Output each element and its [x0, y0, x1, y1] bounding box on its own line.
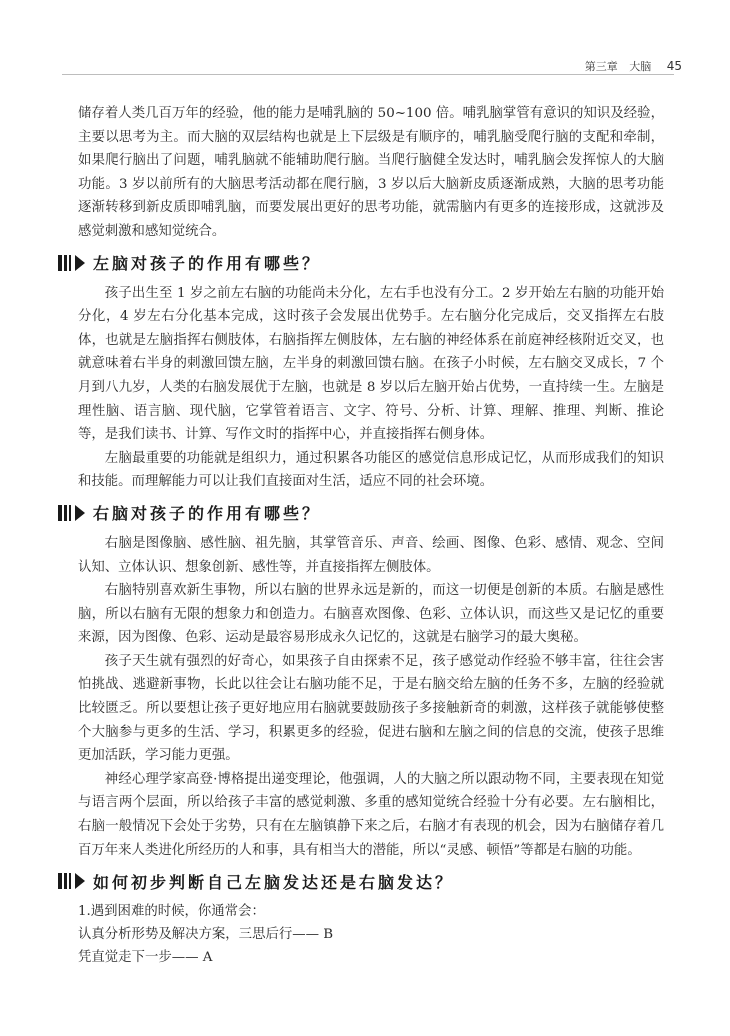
section-title: 右脑对孩子的作用有哪些？ [93, 504, 322, 524]
quiz-question: 1.遇到困难的时候，你通常会： [78, 904, 265, 920]
quiz-block [78, 900, 664, 969]
header-divider [62, 74, 674, 75]
section-marker-icon [58, 873, 85, 889]
body-paragraph: 右脑特别喜欢新生事物，所以右脑的世界永远是新的，而这一切便是创新的本质。右脑是感性脑，所以右脑有无限的想象力和创造力。右脑喜欢图像、色彩、立体认识，而这些又是记忆的重要来源，因为图像、色彩、运动是最容易形成永久记忆的，这就是右脑学习的最大奥秘。 [78, 583, 664, 646]
section-marker-icon [58, 255, 85, 271]
page-body [78, 102, 664, 969]
page-number: 45 [666, 59, 682, 73]
section-title: 如何初步判断自己左脑发达还是右脑发达？ [93, 872, 455, 892]
body-paragraph: 左脑最重要的功能就是组织力，通过积累各功能区的感觉信息形成记忆，从而形成我们的知识和技能。而理解能力可以让我们直接面对生活，适应不同的社会环境。 [78, 450, 664, 490]
running-head [577, 58, 682, 74]
body-paragraph: 右脑是图像脑、感性脑、祖先脑，其掌管音乐、声音、绘画、图像、色彩、感情、观念、空间认知、立体认识、想象创新、感性等，并直接指挥左侧肢体。 [78, 535, 664, 575]
section-marker-icon [58, 505, 85, 521]
body-paragraph: 储存着人类几百万年的经验，他的能力是哺乳脑的 50~100 倍。哺乳脑掌管有意识的知识及经验，主要以思考为主。而大脑的双层结构也就是上下层级是有顺序的，哺乳脑受爬行脑的支配和牵制，如果爬行脑出了问题，哺乳脑就不能辅助爬行脑。当爬行脑健全发达时，哺乳脑会发挥惊人的大脑功能。3 岁以前所有的大脑思考活动都在爬行脑，3 岁以后大脑新皮质逐渐成熟，大脑的思考功能逐渐转移到新皮质即哺乳脑，而要发展出更好的思考功能，就需脑内有更多的连接形成，这就涉及感觉刺激和感知觉统合。 [78, 106, 664, 239]
section-heading [58, 866, 664, 896]
chapter-label: 第三章 [584, 60, 618, 73]
quiz-option-b: 认真分析形势及解决方案，三思后行—— B [78, 927, 334, 943]
body-paragraph: 孩子天生就有强烈的好奇心，如果孩子自由探索不足，孩子感觉动作经验不够丰富，往往会害怕挑战、逃避新事物，长此以往会让右脑功能不足，于是右脑交给左脑的任务不多，左脑的经验就比较匮乏。所以要想让孩子更好地应用右脑就要鼓励孩子多接触新奇的刺激，这样孩子就能够使整个大脑参与更多的生活、学习，积累更多的经验，促进右脑和左脑之间的信息的交流，使孩子思维更加活跃，学习能力更强。 [78, 653, 664, 764]
section-heading [58, 498, 664, 528]
section-title: 左脑对孩子的作用有哪些？ [93, 254, 322, 274]
body-paragraph: 神经心理学家高登·博格提出递变理论，他强调，人的大脑之所以跟动物不同，主要表现在知觉与语言两个层面，所以给孩子丰富的感觉刺激、多重的感知觉统合经验十分有必要。左右脑相比，右脑一般情况下会处于劣势，只有在左脑镇静下来之后，右脑才有表现的机会，因为右脑储存着几百万年来人类进化所经历的人和事，具有相当大的潜能，所以“灵感、顿悟”等都是右脑的功能。 [78, 771, 664, 858]
body-paragraph: 孩子出生至 1 岁之前左右脑的功能尚未分化，左右手也没有分工。2 岁开始左右脑的功能开始分化，4 岁左右分化基本完成，这时孩子会发展出优势手。左右脑分化完成后，交叉指挥左右肢体，也就是左脑指挥右侧肢体，右脑指挥左侧肢体，左右脑的神经体系在前庭神经核附近交叉，也就意味着右半身的刺激回馈左脑，左半身的刺激回馈右脑。在孩子小时候，左右脑交叉成长，7 个月到八九岁，人类的右脑发展优于左脑，也就是 8 岁以后左脑开始占优势，一直持续一生。左脑是理性脑、语言脑、现代脑，它掌管着语言、文字、符号、分析、计算、理解、推理、判断、推论等，是我们读书、计算、写作文时的指挥中心，并直接指挥右侧身体。 [78, 285, 664, 443]
quiz-option-a: 凭直觉走下一步—— A [78, 950, 213, 966]
section-heading [58, 248, 664, 278]
chapter-title: 大脑 [629, 60, 652, 73]
